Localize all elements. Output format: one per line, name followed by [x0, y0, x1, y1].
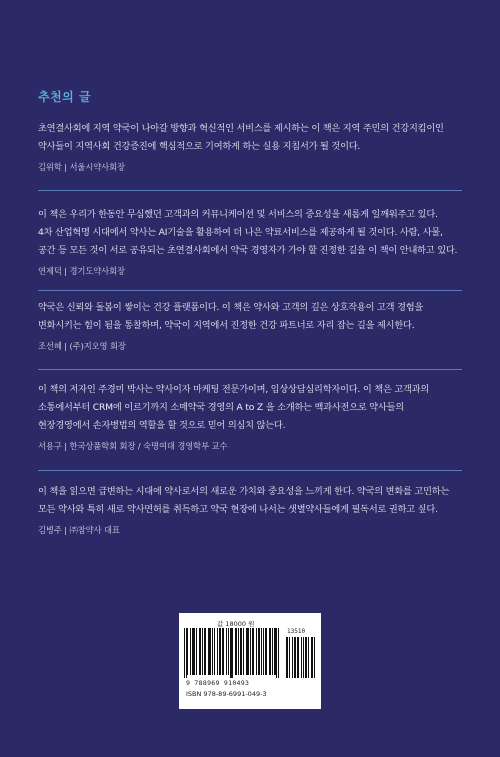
recommendation-author: 연제덕 | 경기도약사회장 — [38, 266, 125, 276]
barcode-bar — [259, 628, 260, 675]
text-line: 소통에서부터 CRM에 이르기까지 소매약국 경영의 A to Z 을 소개하는 백과사전으로 약사들의 — [38, 402, 405, 413]
recommendation-text — [38, 120, 462, 156]
barcode-bar — [187, 628, 188, 675]
text-line: 4차 산업혁명 시대에서 약사는 AI기술을 활용하여 더 나은 약료서비스를 제공하게 될 것이다. 사람, 사물, — [38, 227, 443, 238]
barcode-bar — [220, 628, 221, 675]
barcode-addon-bar — [295, 637, 296, 678]
divider — [38, 290, 462, 291]
recommendation-5 — [38, 483, 462, 536]
barcode-bar — [186, 628, 187, 678]
recommendation-author: 조선혜 | (주)지오영 회장 — [38, 341, 126, 351]
barcode-bar — [210, 628, 211, 675]
barcode-bar — [204, 628, 205, 675]
barcode-addon-bar — [314, 637, 315, 678]
recommendation-author: 김병주 | ㈜참약사 대표 — [38, 525, 120, 535]
price-label: 값 18000 원 — [217, 620, 255, 628]
text-line: 이 책의 저자인 주경미 박사는 약사이자 마케팅 전문가이며, 임상상담심리학자이다. 이 책은 고객과의 — [38, 384, 430, 395]
barcode-bar — [250, 628, 251, 675]
barcode-bar — [230, 628, 231, 678]
barcode-addon-bar — [292, 637, 293, 678]
barcode-bar — [228, 628, 229, 675]
barcode-bar — [208, 628, 209, 675]
divider — [38, 369, 462, 370]
barcode-bar — [222, 628, 223, 675]
barcode-addon-bar — [306, 637, 307, 678]
barcode-bar — [243, 628, 244, 675]
recommendation-text — [38, 299, 462, 335]
barcode-bar — [238, 628, 239, 675]
barcode-bar — [256, 628, 257, 675]
barcode-addon-bar — [305, 637, 306, 678]
barcode-bar — [240, 628, 241, 675]
barcode-bar — [212, 628, 213, 675]
barcode-bar — [258, 628, 259, 675]
barcode-bar — [223, 628, 224, 675]
barcode-bar — [199, 628, 200, 675]
barcode-addon-bar — [287, 637, 288, 678]
barcode-bar — [253, 628, 254, 675]
barcode-bar — [214, 628, 215, 675]
recommendation-4 — [38, 381, 462, 452]
recommendation-1 — [38, 120, 462, 173]
barcode-bar — [231, 628, 232, 678]
barcode-bar — [217, 628, 218, 675]
recommendation-text — [38, 381, 462, 435]
barcode-bar — [192, 628, 193, 675]
barcode-bar — [275, 628, 276, 675]
barcode-bar — [219, 628, 220, 675]
recommendation-2 — [38, 206, 462, 277]
barcode-bar — [265, 628, 266, 675]
barcode-icon — [184, 628, 316, 678]
heading: 추천의 글 — [38, 90, 92, 104]
barcode-addon-bar — [286, 637, 287, 678]
barcode-addon-bar — [294, 637, 295, 678]
barcode-bar — [200, 628, 201, 675]
barcode-bar — [252, 628, 253, 675]
barcode-bar — [235, 628, 236, 675]
text-line: 모든 약사와 특히 새로 약사면허를 취득하고 약국 현장에 나서는 샛별약사들에게 필독서로 권하고 싶다. — [38, 504, 438, 515]
text-line: 공간 등 모든 것이 서로 공유되는 초연결사회에서 약국 경영자가 가야 할 진정한 길을 이 책이 안내하고 있다. — [38, 245, 458, 256]
barcode-bar — [184, 628, 185, 678]
barcode-bar — [270, 628, 271, 675]
barcode-bar — [232, 628, 233, 678]
isbn-text: ISBN 978-89-6991-049-3 — [186, 690, 267, 698]
text-line: 약국은 신뢰와 돌봄이 쌓이는 건강 플랫폼이다. 이 책은 약사와 고객의 깊은 상호작용이 고객 경험을 — [38, 302, 424, 313]
barcode-bar — [226, 628, 227, 675]
barcode-bar — [263, 628, 264, 675]
barcode-bar — [274, 628, 275, 675]
recommendation-author: 서용구 | 한국상품학회 회장 / 숙명여대 경영학부 교수 — [38, 441, 228, 451]
barcode-bar — [241, 628, 242, 675]
barcode-bar — [247, 628, 248, 675]
barcode-bar — [194, 628, 195, 675]
barcode-bar — [248, 628, 249, 675]
barcode-bar — [278, 628, 279, 678]
barcode-bar — [193, 628, 194, 675]
barcode-addon-bar — [289, 637, 290, 678]
barcode-addon-bar — [311, 637, 312, 678]
recommendation-3 — [38, 299, 462, 352]
isbn-number: 9 788969 910493 — [186, 679, 250, 687]
text-line: 이 책은 우리가 한동안 무심했던 고객과의 커뮤니케이션 및 서비스의 중요성을 새롭게 일깨워주고 있다. — [38, 209, 438, 220]
barcode-bar — [269, 628, 270, 675]
barcode-bar — [276, 628, 277, 678]
barcode-bar — [246, 628, 247, 675]
barcode-addon-bar — [301, 637, 302, 678]
barcode-addon-bar — [297, 637, 298, 678]
addon-code: 13510 — [287, 628, 306, 635]
barcode-bar — [261, 628, 262, 675]
divider — [38, 190, 462, 191]
divider — [38, 470, 462, 471]
barcode-bar — [190, 628, 191, 675]
barcode-addon-bar — [298, 637, 299, 678]
barcode-addon-bar — [303, 637, 304, 678]
barcode-bar — [202, 628, 203, 675]
barcode-bar — [236, 628, 237, 675]
barcode-bar — [272, 628, 273, 675]
text-line: 이 책을 읽으면 급변하는 시대에 약사로서의 새로운 가치와 중요성을 느끼게 한다. 약국의 변화를 고민하는 — [38, 486, 450, 497]
recommendation-author: 김위학 | 서울시약사회장 — [38, 162, 125, 172]
text-line: 초연결사회에 지역 약국이 나아갈 방향과 혁신적인 서비스를 제시하는 이 책은 지역 주민의 건강지킴이인 — [38, 123, 444, 134]
text-line: 현장경영에서 손자병법의 역할을 할 것으로 믿어 의심치 않는다. — [38, 420, 286, 431]
recommendation-text — [38, 206, 462, 260]
text-line: 변화시키는 힘이 됨을 통찰하며, 약국이 지역에서 진정한 건강 파트너로 자리 잡는 길을 제시한다. — [38, 320, 415, 331]
recommendation-text — [38, 483, 462, 519]
barcode-bar — [266, 628, 267, 675]
barcode-bar — [196, 628, 197, 675]
text-line: 약사들이 지역사회 건강증진에 핵심적으로 기여하게 하는 실용 지침서가 될 것이다. — [38, 141, 361, 152]
barcode-bar — [209, 628, 210, 675]
barcode-addon-bar — [308, 637, 309, 678]
barcode-bar — [205, 628, 206, 675]
barcode-addon-bar — [312, 637, 313, 678]
